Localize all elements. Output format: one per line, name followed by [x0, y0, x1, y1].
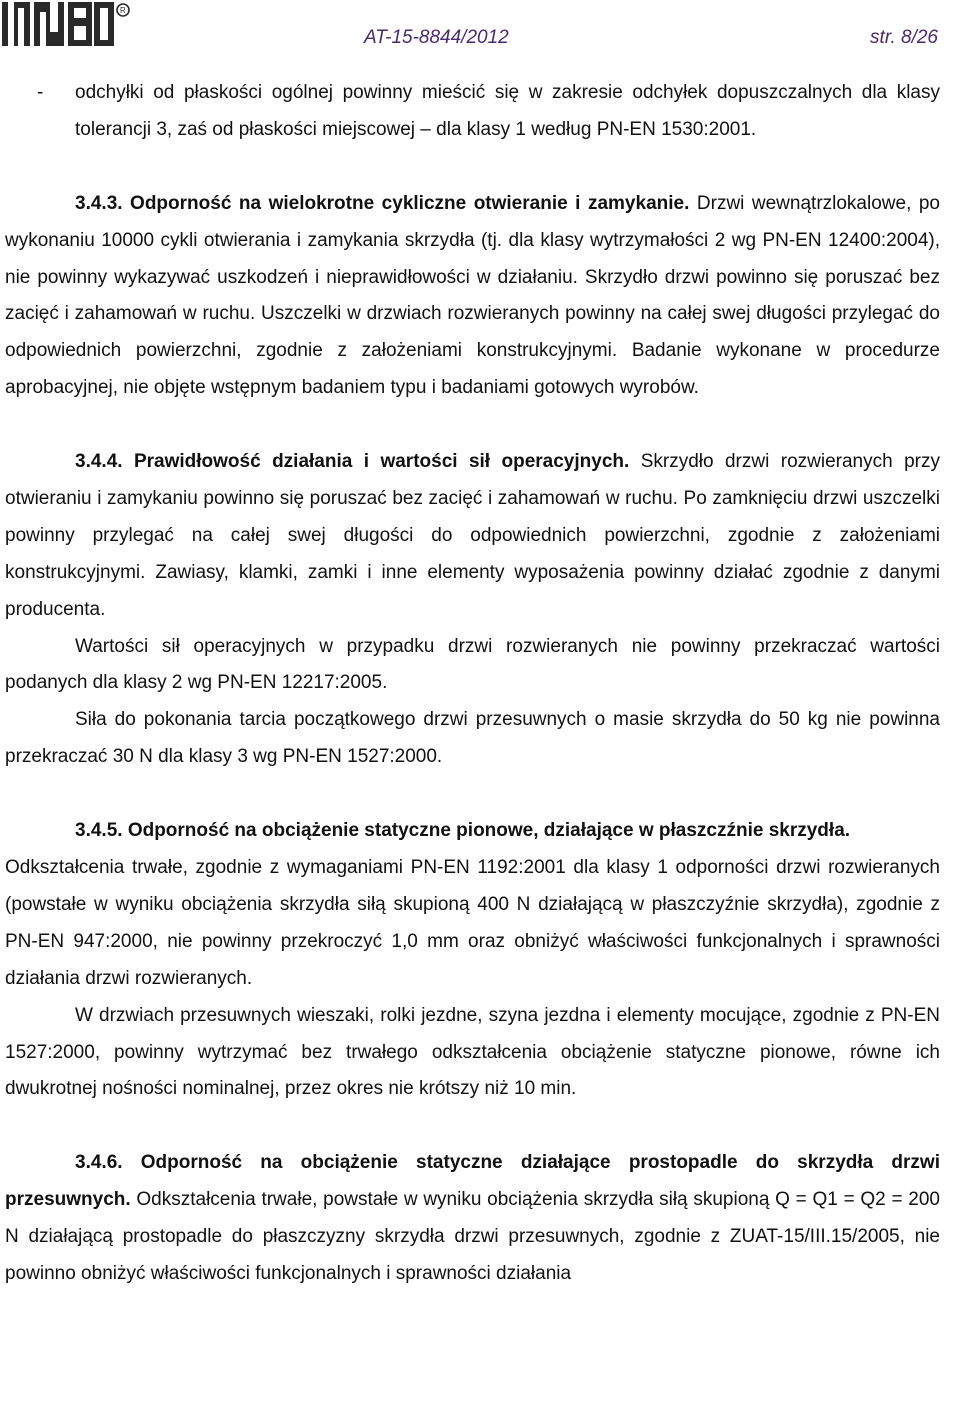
paragraph: Wartości sił operacyjnych w przypadku drzwi rozwieranych nie powinny przekraczać wartości podanych dla klasy 2 wg PN-EN 12217:2005.: [5, 635, 940, 694]
document-body: [5, 75, 940, 1293]
section-3-4-4: [5, 444, 940, 629]
paragraph: Siła do pokonania tarcia początkowego drzwi przesuwnych o masie skrzydła do 50 kg nie powinna przekraczać 30 N dla klasy 3 wg PN-EN 1527:2000.: [5, 709, 940, 768]
paragraph-text: Skrzydło drzwi rozwieranych przy otwieraniu i zamykaniu powinno się poruszać bez zacięć i zahamowań w ruchu. Po zamknięciu drzwi uszczelki powinny przylegać na całej swej długości do odpowiednich powierzchni, zgodnie z założeniami konstrukcyjnymi. Zawiasy, klamki, zamki i inne elementy wyposażenia powinny działać zgodnie z danymi producenta.: [5, 451, 940, 620]
itb-logo: [2, 2, 132, 46]
bullet-dash: -: [37, 82, 44, 103]
section-heading: 3.4.6. Odporność na obciążenie statyczne działające prostopadle do skrzydła drzwi przesuwnych.: [5, 1152, 940, 1211]
svg-text:R: R: [120, 6, 126, 15]
paragraph-text: Drzwi wewnątrzlokalowe, po wykonaniu 10000 cykli otwierania i zamykania skrzydła (tj. dla klasy wytrzymałości 2 wg PN-EN 12400:2004), nie powinny wykazywać uszkodzeń i nieprawidłowości w działaniu. Skrzydło drzwi powinno się poruszać bez zacięć i zahamowań w ruchu. Uszczelki w drzwiach rozwieranych powinny na całej swej długości przylegać do odpowiednich powierzchni, zgodnie z założeniami konstrukcyjnymi. Badanie wykonane w procedurze aprobacyjnej, nie objęte wstępnym badaniem typu i badaniami gotowych wyrobów.: [5, 192, 941, 399]
paragraph-text: Odkształcenia trwałe, powstałe w wyniku obciążenia skrzydła siłą skupioną Q = Q1 = Q2 = 200 N działającą prostopadle do płaszczyzny skrzydła drzwi przesuwnych, zgodnie z ZUAT-15/III.15/2005, nie powinno obniżyć właściwości funkcjonalnych i sprawności działania: [5, 1189, 940, 1284]
document-id: AT-15-8844/2012: [364, 27, 509, 48]
section-heading: 3.4.4. Prawidłowość działania i wartości sił operacyjnych.: [75, 451, 630, 473]
section-heading: 3.4.5. Odporność na obciążenie statyczne pionowe, działające w płaszczźnie skrzydła.: [75, 820, 851, 842]
page-number: str. 8/26: [870, 27, 938, 48]
paragraph: Odkształcenia trwałe, zgodnie z wymaganiami PN-EN 1192:2001 dla klasy 1 odporności drzwi rozwieranych (powstałe w wyniku obciążenia skrzydła siłą skupioną 400 N działającą w płaszczyźnie skrzydła), zgodnie z PN-EN 947:2000, nie powinny przekroczyć 1,0 mm oraz obniżyć właściwości funkcjonalnych i sprawności działania drzwi rozwieranych.: [5, 856, 940, 989]
bullet-text: odchyłki od płaskości ogólnej powinny mieścić się w zakresie odchyłek dopuszczalnych dla klasy tolerancji 3, zaś od płaskości miejscowej – dla klasy 1 według PN-EN 1530:2001.: [75, 82, 940, 140]
bullet-item: [5, 75, 940, 149]
section-3-4-5: [5, 813, 940, 850]
section-3-4-3: [5, 186, 940, 407]
page-header: [0, 0, 960, 56]
paragraph: W drzwiach przesuwnych wieszaki, rolki jezdne, szyna jezdna i elementy mocujące, zgodnie z PN-EN 1527:2000, powinny wytrzymać bez trwałego odkształcenia obciążenie statyczne pionowe, równe ich dwukrotnej nośności nominalnej, przez okres nie krótszy niż 10 min.: [5, 1004, 940, 1100]
section-heading: 3.4.3. Odporność na wielokrotne cykliczne otwieranie i zamykanie.: [75, 192, 690, 214]
section-3-4-6: [5, 1145, 940, 1293]
